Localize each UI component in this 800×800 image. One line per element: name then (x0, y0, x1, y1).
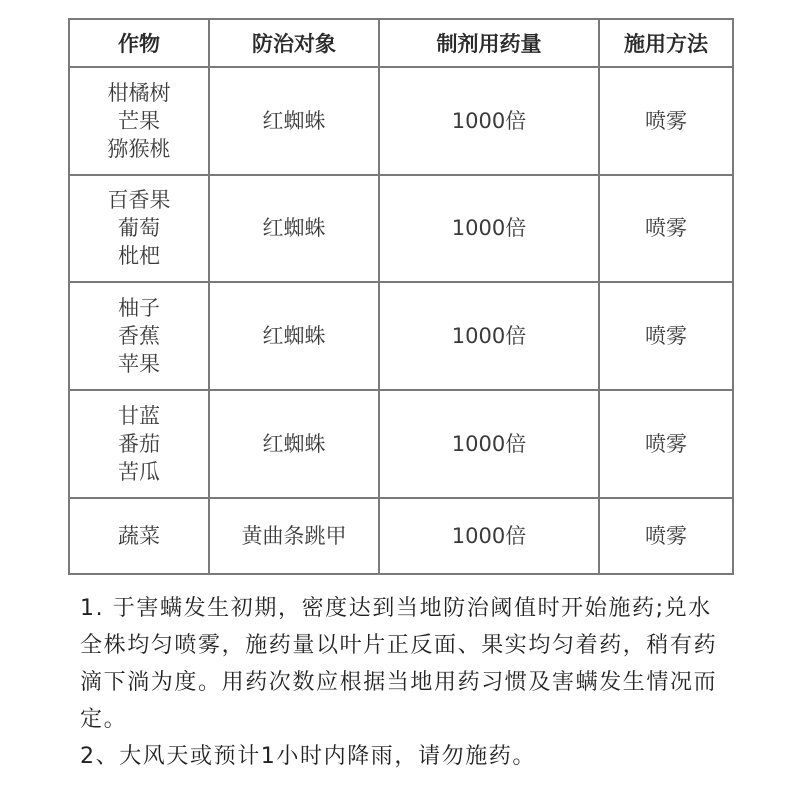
crop-name: 蔬菜 (118, 523, 160, 548)
crop-name: 甘蓝 (118, 403, 160, 428)
dosage-cell: 1000倍 (379, 282, 599, 390)
method-cell: 喷雾 (599, 67, 733, 175)
table-row (69, 175, 733, 283)
crop-cell (69, 175, 209, 283)
method-cell: 喷雾 (599, 282, 733, 390)
note-application-timing: 1. 于害螨发生初期，密度达到当地防治阈值时开始施药;兑水全株均匀喷雾，施药量以叶片正反面、果实均匀着药，稍有药滴下淌为度。用药次数应根据当地用药习惯及害螨发生情况而定。 (80, 596, 718, 732)
crop-cell (69, 67, 209, 175)
target-cell: 红蜘蛛 (209, 390, 379, 498)
table-row (69, 282, 733, 390)
table-header-row (69, 19, 733, 67)
method-cell: 喷雾 (599, 390, 733, 498)
crop-name: 柚子 (118, 296, 160, 321)
crop-name: 柑橘树 (107, 80, 171, 105)
crop-name: 香蕉 (118, 324, 160, 349)
note-weather-warning: 2、大风天或预计1小时内降雨，请勿施药。 (80, 744, 536, 769)
crop-name: 猕猴桃 (107, 136, 171, 161)
target-cell: 红蜘蛛 (209, 282, 379, 390)
target-cell: 红蜘蛛 (209, 175, 379, 283)
table-row (69, 390, 733, 498)
target-cell: 红蜘蛛 (209, 67, 379, 175)
method-cell: 喷雾 (599, 498, 733, 575)
dosage-cell: 1000倍 (379, 390, 599, 498)
crop-name: 苦瓜 (118, 459, 160, 484)
target-cell: 黄曲条跳甲 (209, 498, 379, 575)
crop-name: 百香果 (107, 188, 171, 213)
dosage-cell: 1000倍 (379, 67, 599, 175)
table-row (69, 498, 733, 575)
header-method: 施用方法 (599, 19, 733, 67)
dosage-cell: 1000倍 (379, 175, 599, 283)
header-dosage: 制剂用药量 (379, 19, 599, 67)
usage-table (68, 18, 734, 575)
header-target: 防治对象 (209, 19, 379, 67)
crop-name: 枇杷 (118, 244, 160, 269)
crop-cell (69, 390, 209, 498)
dosage-cell: 1000倍 (379, 498, 599, 575)
crop-cell (69, 498, 209, 575)
crop-name: 番茄 (118, 431, 160, 456)
usage-notes (80, 590, 720, 775)
crop-name: 葡萄 (118, 216, 160, 241)
table-row (69, 67, 733, 175)
header-crop: 作物 (69, 19, 209, 67)
crop-name: 苹果 (118, 352, 160, 377)
crop-cell (69, 282, 209, 390)
crop-name: 芒果 (118, 108, 160, 133)
method-cell: 喷雾 (599, 175, 733, 283)
